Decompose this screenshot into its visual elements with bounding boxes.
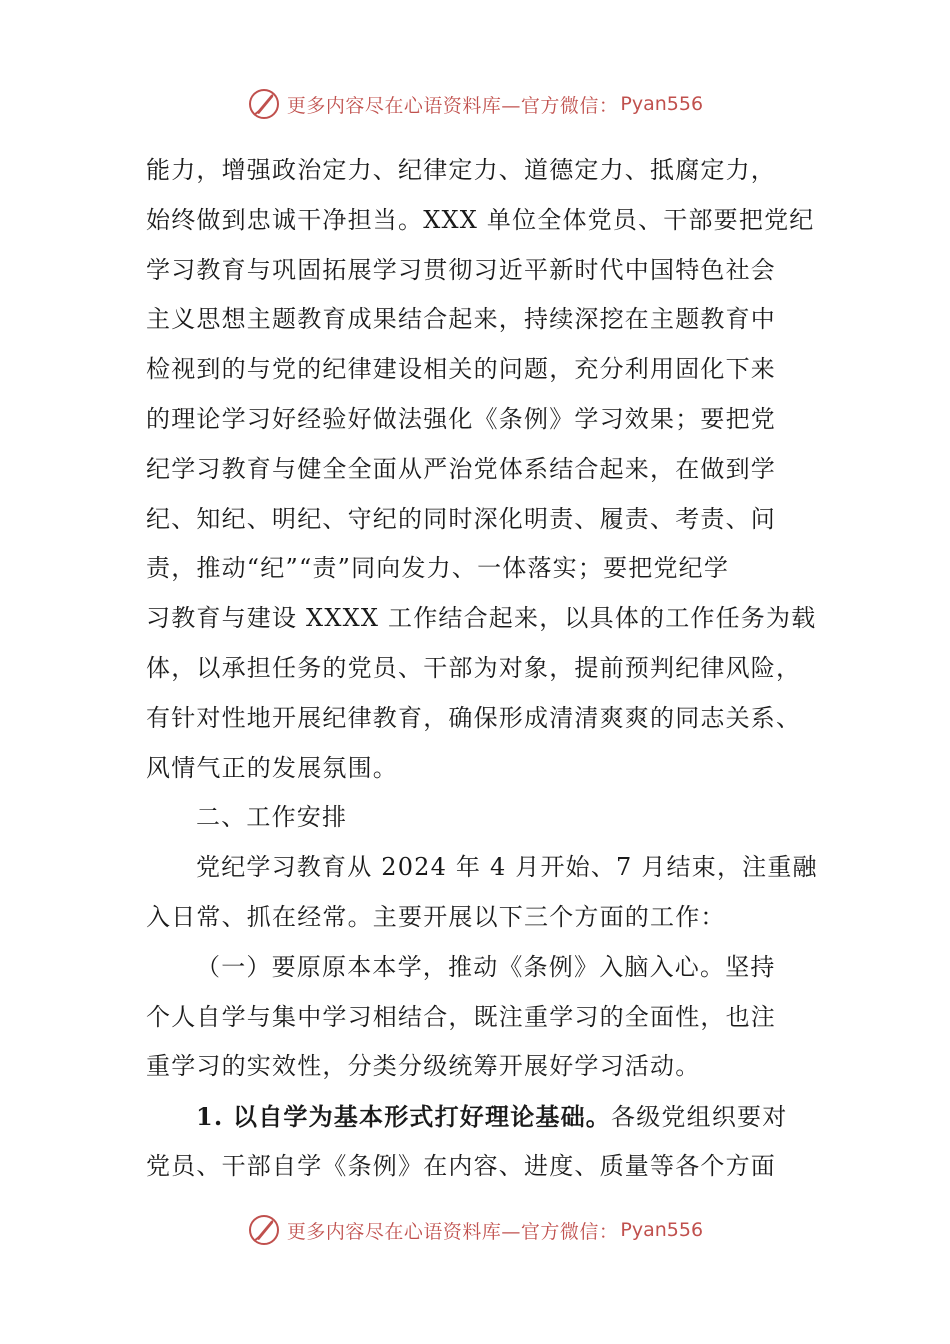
body-line: 学习教育与巩固拓展学习贯彻习近平新时代中国特色社会	[146, 255, 776, 284]
body-line: 党员、干部自学《条例》在内容、进度、质量等各个方面	[146, 1151, 776, 1180]
feather-pen-icon	[247, 1213, 281, 1247]
document-body	[146, 146, 818, 1192]
subsection-title: 1. 以自学为基本形式打好理论基础。	[196, 1102, 612, 1132]
body-line: 党纪学习教育从 2024 年 4 月开始、7 月结束，注重融	[196, 853, 818, 882]
section-heading: 二、工作安排	[196, 803, 348, 832]
body-line: 风情气正的发展氛围。	[146, 753, 398, 782]
body-line: 重学习的实效性，分类分级统筹开展好学习活动。	[146, 1052, 701, 1081]
banner-wechat-id: Pyan556	[620, 93, 704, 115]
body-line: 的理论学习好经验好做法强化《条例》学习效果；要把党	[146, 404, 776, 433]
body-line: 习教育与建设 XXXX 工作结合起来，以具体的工作任务为载	[146, 604, 817, 633]
body-line: 检视到的与党的纪律建设相关的问题，充分利用固化下来	[146, 355, 776, 384]
feather-pen-icon	[247, 87, 281, 121]
body-line: 责，推动“纪”“责”同向发力、一体落实；要把党纪学	[146, 554, 730, 583]
body-line: 能力，增强政治定力、纪律定力、道德定力、抵腐定力，	[146, 156, 776, 184]
body-line: 入日常、抓在经常。主要开展以下三个方面的工作：	[146, 902, 726, 931]
body-line: （一）要原原本本学，推动《条例》入脑入心。坚持	[196, 952, 776, 981]
body-line: 有针对性地开展纪律教育，确保形成清清爽爽的同志关系、	[146, 703, 802, 732]
subsection-line	[146, 1092, 806, 1142]
banner-text: 更多内容尽在心语资料库—官方微信：	[286, 94, 619, 117]
subsection-text: 各级党组织要对	[611, 1103, 788, 1132]
body-line: 个人自学与集中学习相结合，既注重学习的全面性，也注	[146, 1002, 776, 1031]
banner-wechat-id: Pyan556	[620, 1219, 704, 1241]
body-line: 体，以承担任务的党员、干部为对象，提前预判纪律风险，	[146, 653, 802, 682]
body-line: 纪、知纪、明纪、守纪的同时深化明责、履责、考责、问	[146, 504, 776, 533]
body-line: 始终做到忠诚干净担当。XXX 单位全体党员、干部要把党纪	[146, 205, 815, 234]
body-line: 纪学习教育与健全全面从严治党体系结合起来，在做到学	[146, 454, 776, 483]
header-banner	[0, 84, 950, 124]
banner-text: 更多内容尽在心语资料库—官方微信：	[286, 1220, 619, 1243]
footer-banner	[0, 1210, 950, 1250]
body-line: 主义思想主题教育成果结合起来，持续深挖在主题教育中	[146, 305, 776, 334]
